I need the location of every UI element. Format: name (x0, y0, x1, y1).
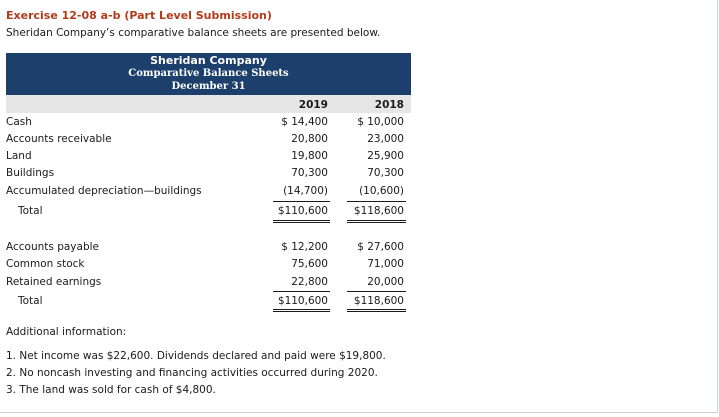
row-label: Common stock (6, 258, 85, 270)
year-2018-header: 2018 (374, 99, 404, 111)
statement-subtitle: Comparative Balance Sheets (128, 68, 289, 79)
cell-2018: 70,300 (367, 167, 404, 179)
additional-info-heading: Additional information: (6, 326, 127, 338)
cell-2018: 25,900 (367, 150, 404, 162)
exercise-title: Exercise 12-08 a-b (Part Level Submission) (6, 9, 272, 22)
cell-2019: $ 14,400 (281, 116, 328, 128)
cell-2019: 19,800 (291, 150, 328, 162)
row-label: Cash (6, 116, 32, 128)
total-double-rule (347, 311, 406, 312)
row-label: Retained earnings (6, 276, 102, 288)
total-double-rule (273, 311, 330, 312)
list-item: 2. No noncash investing and financing activities occurred during 2020. (6, 367, 378, 379)
cell-2019: 70,300 (291, 167, 328, 179)
cell-2019: $ 12,200 (281, 241, 328, 253)
total-double-rule (347, 309, 406, 310)
assets-total-2018: $118,600 (353, 205, 404, 217)
cell-2018: 20,000 (367, 276, 404, 288)
cell-2018: 71,000 (367, 258, 404, 270)
exercise-intro: Sheridan Company’s comparative balance sheets are presented below. (6, 27, 381, 39)
assets-total-2019: $110,600 (277, 205, 328, 217)
cell-2018: $ 10,000 (357, 116, 404, 128)
cell-2019: (14,700) (283, 185, 328, 197)
cell-2018: (10,600) (359, 185, 404, 197)
liabilities-total-2019: $110,600 (277, 295, 328, 307)
row-label: Accumulated depreciation—buildings (6, 185, 202, 197)
company-name: Sheridan Company (150, 54, 267, 67)
subtotal-rule (347, 291, 406, 292)
statement-header (6, 53, 411, 95)
cell-2018: $ 27,600 (357, 241, 404, 253)
row-label: Accounts payable (6, 241, 99, 253)
liabilities-total-2018: $118,600 (353, 295, 404, 307)
subtotal-rule (273, 291, 330, 292)
list-item: 1. Net income was $22,600. Dividends declared and paid were $19,800. (6, 350, 386, 362)
row-label: Accounts receivable (6, 133, 112, 145)
total-double-rule (347, 220, 406, 221)
subtotal-rule (347, 201, 406, 202)
subtotal-rule (273, 201, 330, 202)
cell-2018: 23,000 (367, 133, 404, 145)
row-label: Buildings (6, 167, 55, 179)
additional-info-list (6, 350, 386, 401)
liabilities-total-label: Total (18, 295, 43, 307)
total-double-rule (347, 222, 406, 223)
total-double-rule (273, 222, 330, 223)
assets-total-label: Total (18, 205, 43, 217)
total-double-rule (273, 309, 330, 310)
row-label: Land (6, 150, 32, 162)
year-2019-header: 2019 (298, 99, 328, 111)
total-double-rule (273, 220, 330, 221)
cell-2019: 20,800 (291, 133, 328, 145)
cell-2019: 75,600 (291, 258, 328, 270)
list-item: 3. The land was sold for cash of $4,800. (6, 384, 216, 396)
cell-2019: 22,800 (291, 276, 328, 288)
statement-date: December 31 (171, 81, 246, 92)
